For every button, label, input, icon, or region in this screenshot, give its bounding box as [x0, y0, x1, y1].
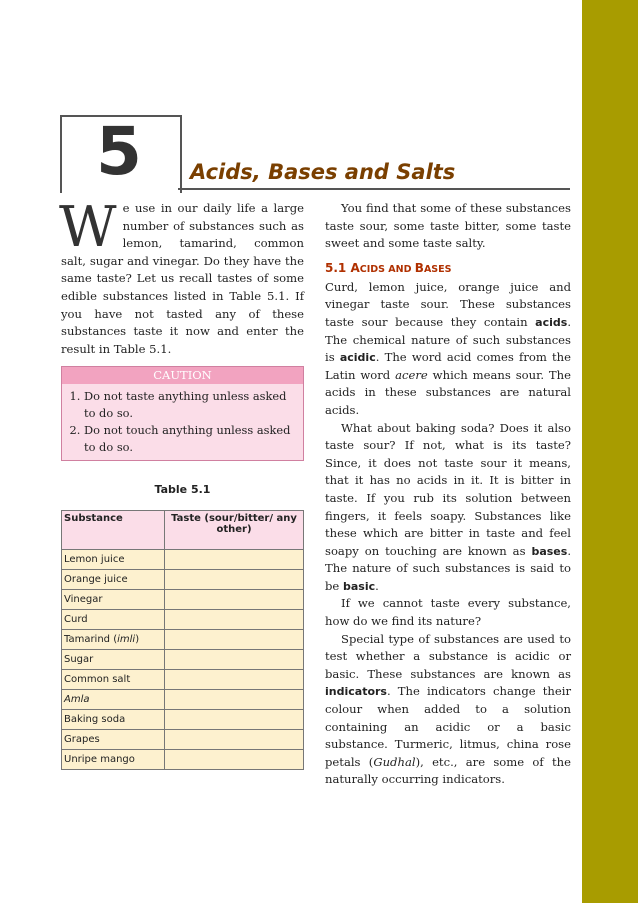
table-header-row	[62, 511, 304, 550]
chapter-title: Acids, Bases and Salts	[190, 160, 456, 184]
substance-cell: Curd	[62, 610, 165, 630]
intro-paragraph: We use in our daily life a large number of substances such as lemon, tamarind, common salt, sugar and vinegar. Do they have the same taste? Let us recall tastes of some edible substances listed in Table 5.1. If you have not tasted any of these substances taste it now and enter the result in Table 5.1.	[59, 195, 304, 356]
substance-cell: Tamarind (imli)	[62, 630, 165, 650]
taste-cell[interactable]	[165, 750, 304, 770]
table-row	[62, 570, 304, 590]
substance-cell: Orange juice	[62, 570, 165, 590]
substance-cell: Amla	[62, 690, 165, 710]
table-row	[62, 690, 304, 710]
paragraph-indicators: Special type of substances are used to test whether a substance is acidic or basic. These substances are known as indicators. The indicators change their colour when added to a solution containing an acidic or a basic substance. Turmeric, litmus, china rose petals (Gudhal), etc., are some of the naturally occurring indicators.	[325, 631, 571, 787]
header-taste: Taste (sour/bitter/ any other)	[165, 511, 304, 550]
drop-cap: W	[59, 195, 117, 260]
taste-cell[interactable]	[165, 610, 304, 630]
substance-cell: Vinegar	[62, 590, 165, 610]
taste-cell[interactable]	[165, 670, 304, 690]
paragraph-bases: What about baking soda? Does it also taste sour? If not, what is its taste? Since, it does not taste sour it means, that it has no acids in it. It is bitter in taste. If you rub its solution between fingers, it feels soapy. Substances like these which are bitter in taste and feel soapy on touching are known as bases. The nature of such substances is said to be basic.	[325, 420, 571, 593]
table-row	[62, 630, 304, 650]
paragraph-acids: Curd, lemon juice, orange juice and vinegar taste sour. These substances taste sour because they contain acids. The chemical nature of such substances is acidic. The word acid comes from the Latin word acere which means sour. The acids in these substances are natural acids.	[325, 279, 571, 417]
paragraph-question: If we cannot taste every substance, how do we find its nature?	[325, 596, 571, 629]
taste-cell[interactable]	[165, 710, 304, 730]
taste-cell[interactable]	[165, 550, 304, 570]
paragraph-tastes: You find that some of these substances taste sour, some taste bitter, some taste sweet and some taste salty.	[325, 201, 571, 251]
table-caption: Table 5.1	[154, 483, 211, 497]
table-row	[62, 650, 304, 670]
taste-cell[interactable]	[165, 650, 304, 670]
table-row	[62, 590, 304, 610]
taste-cell[interactable]	[165, 570, 304, 590]
substance-cell: Grapes	[62, 730, 165, 750]
title-rule	[178, 188, 570, 190]
keyword-acidic: acidic	[339, 351, 376, 365]
taste-cell[interactable]	[165, 630, 304, 650]
keyword-bases: bases	[531, 544, 568, 558]
substance-cell: Common salt	[62, 670, 165, 690]
page-edge-band	[582, 0, 638, 903]
taste-cell[interactable]	[165, 590, 304, 610]
table-row	[62, 670, 304, 690]
caution-item: 2. Do not touch anything unless asked to do so.	[84, 422, 303, 456]
left-column	[59, 195, 304, 770]
substance-cell: Baking soda	[62, 710, 165, 730]
table-row	[62, 610, 304, 630]
caution-list	[62, 388, 303, 456]
right-column	[325, 200, 571, 789]
taste-cell[interactable]	[165, 730, 304, 750]
substance-cell: Lemon juice	[62, 550, 165, 570]
header-substance: Substance	[62, 511, 165, 550]
table-row	[62, 750, 304, 770]
keyword-basic: basic	[342, 579, 376, 593]
table-row	[62, 710, 304, 730]
section-heading: 5.1 ACIDS AND BASES	[325, 260, 452, 275]
table-row	[62, 550, 304, 570]
substance-cell: Unripe mango	[62, 750, 165, 770]
caution-item: 1. Do not taste anything unless asked to do so.	[84, 388, 303, 422]
keyword-indicators: indicators	[325, 685, 387, 699]
caution-title: CAUTION	[62, 367, 303, 384]
keyword-acids: acids	[535, 315, 568, 329]
chapter-number: 5	[96, 113, 142, 190]
table-row	[62, 730, 304, 750]
taste-cell[interactable]	[165, 690, 304, 710]
caution-box	[61, 366, 304, 461]
taste-table	[61, 510, 304, 770]
substance-cell: Sugar	[62, 650, 165, 670]
